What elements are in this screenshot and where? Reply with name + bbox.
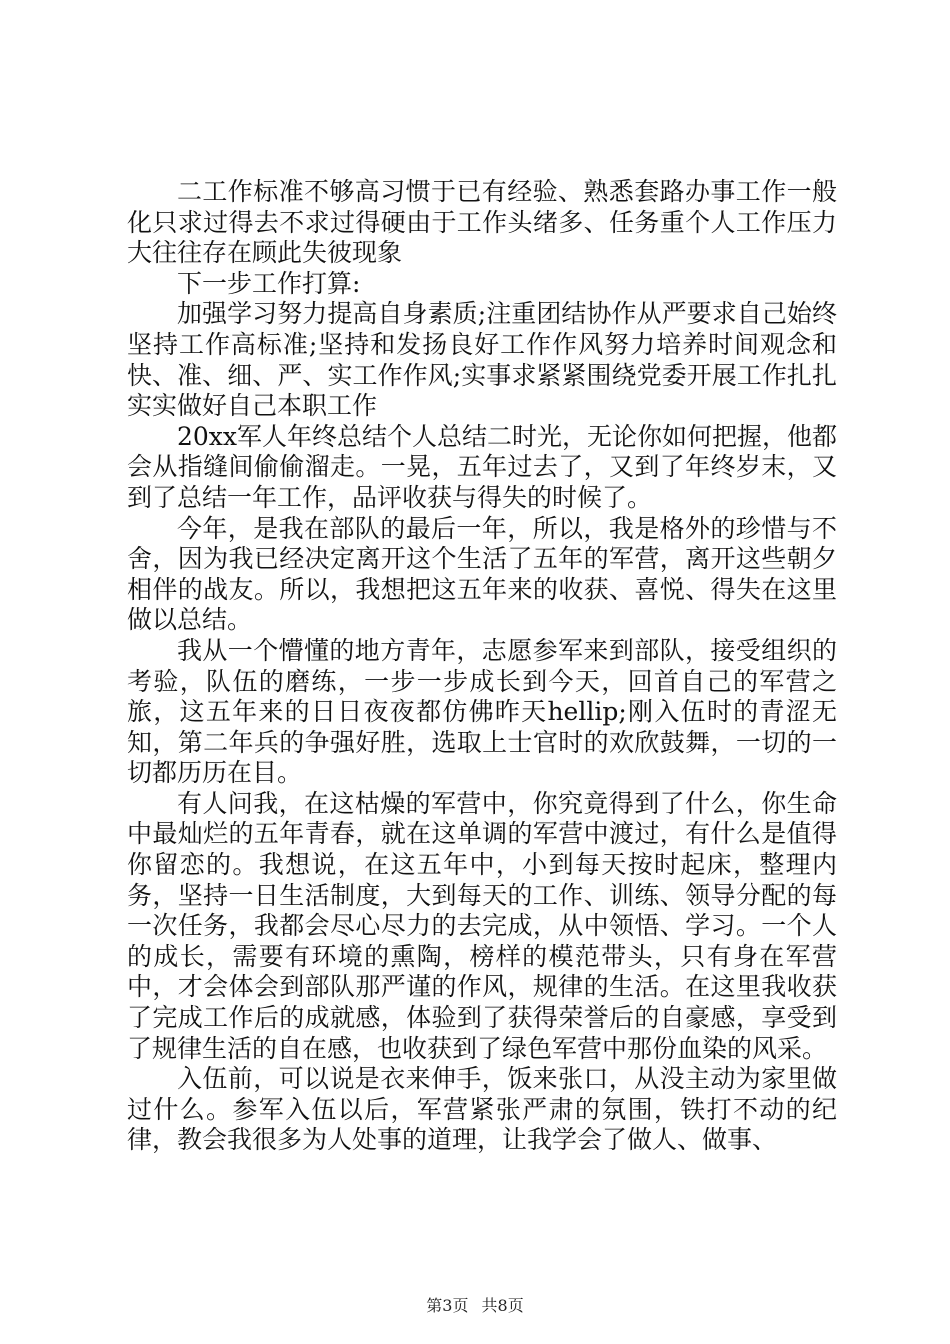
paragraph-next-step-plan: 加强学习努力提高自身素质;注重团结协作从严要求自己始终坚持工作高标准;坚持和发扬良好工作作风努力培养时间观念和快、准、细、严、实工作作风;实事求紧紧围绕党委开展工作扎扎实实做好自己本职工作	[127, 299, 837, 421]
paragraph-what-gained: 有人问我，在这枯燥的军营中，你究竟得到了什么，你生命中最灿烂的五年青春，就在这单调的军营中渡过，有什么是值得你留恋的。我想说，在这五年中，小到每天按时起床，整理内务，坚持一日生活制度，大到每天的工作、训练、领导分配的每一次任务，我都会尽心尽力的去完成，从中领悟、学习。一个人的成长，需要有环境的熏陶，榜样的模范带头，只有身在军营中，才会体会到部队那严谨的作风，规律的生活。在这里我收获了完成工作后的成就感，体验到了获得荣誉后的自豪感，享受到了规律生活的自在感，也收获到了绿色军营中那份血染的风采。	[127, 788, 837, 1063]
paragraph-before-enlistment: 入伍前，可以说是衣来伸手，饭来张口，从没主动为家里做过什么。参军入伍以后，军营紧张严肃的氛围，铁打不动的纪律，教会我很多为人处事的道理，让我学会了做人、做事、	[127, 1064, 837, 1155]
paragraph-summary-intro: 20xx军人年终总结个人总结二时光，无论你如何把握，他都会从指缝间偷偷溜走。一晃，五年过去了，又到了年终岁末，又到了总结一年工作，品评收获与得失的时候了。	[127, 421, 838, 512]
paragraph-growth: 我从一个懵懂的地方青年，志愿参军来到部队，接受组织的考验，队伍的磨练，一步一步成长到今天，回首自己的军营之旅，这五年来的日日夜夜都仿佛昨天hellip;刚入伍时的青涩无知，第二年兵的争强好胜，选取上士官时的欢欣鼓舞，一切的一切都历历在目。	[127, 635, 837, 788]
document-body	[127, 177, 837, 1156]
page-total: 共8页	[481, 1296, 524, 1315]
page-footer	[0, 1296, 950, 1316]
paragraph-next-step-heading: 下一步工作打算:	[177, 268, 361, 298]
page-number: 第3页	[426, 1296, 469, 1315]
paragraph-final-year: 今年，是我在部队的最后一年，所以，我是格外的珍惜与不舍，因为我已经决定离开这个生活了五年的军营，离开这些朝夕相伴的战友。所以，我想把这五年来的收获、喜悦、得失在这里做以总结。	[127, 513, 837, 635]
paragraph-work-standard-issue: 二工作标准不够高习惯于已有经验、熟悉套路办事工作一般化只求过得去不求过得硬由于工作头绪多、任务重个人工作压力大往往存在顾此失彼现象	[127, 177, 837, 268]
